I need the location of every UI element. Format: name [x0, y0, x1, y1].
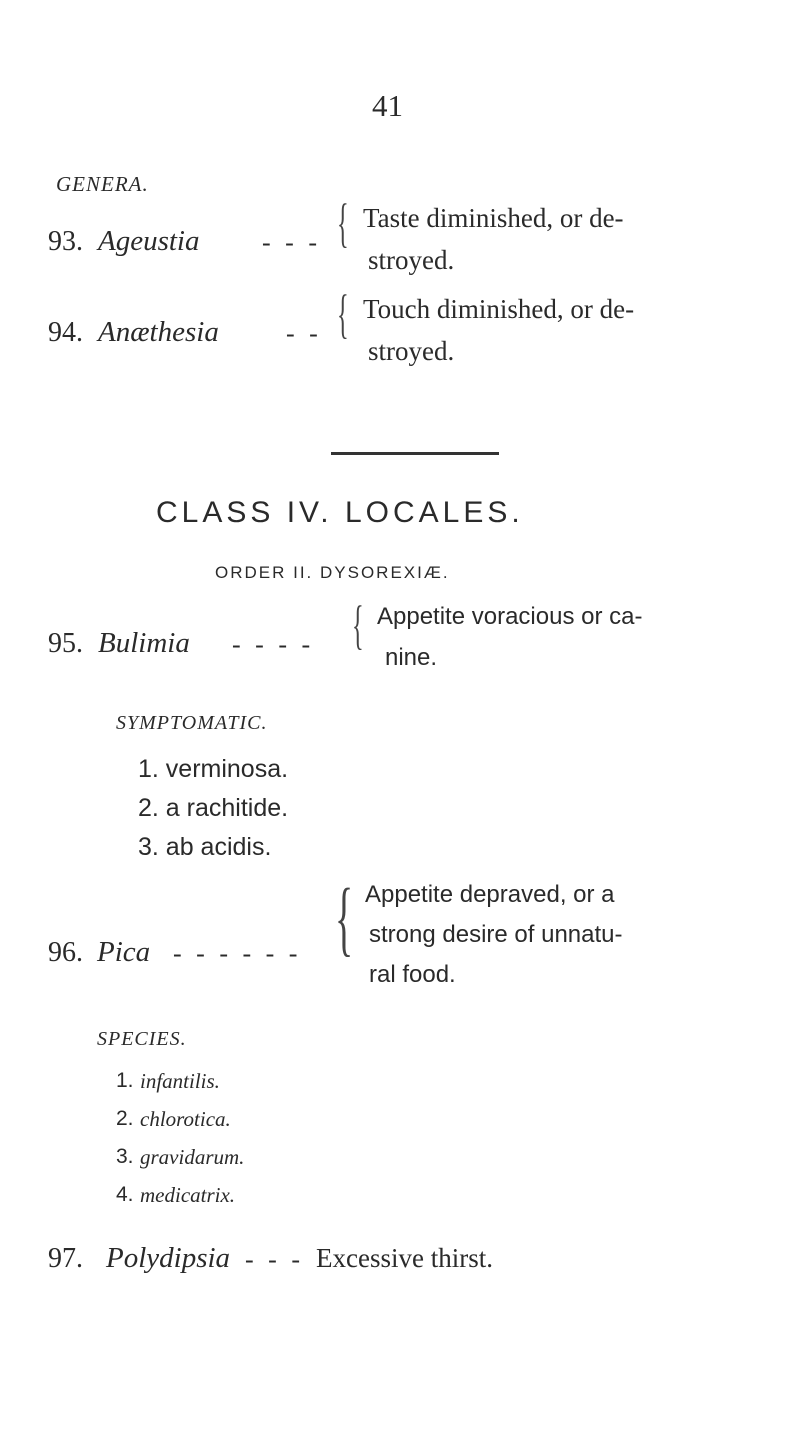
entry-desc-line: stroyed.: [368, 336, 455, 366]
species-heading: SPECIES.: [97, 1028, 187, 1050]
entry-desc: Excessive thirst.: [316, 1243, 493, 1273]
entry-dashes: - -: [286, 319, 322, 348]
entry-number: 97.: [48, 1243, 83, 1274]
section-divider: [331, 452, 499, 455]
class-heading: CLASS IV. LOCALES.: [156, 496, 524, 529]
entry-desc-line: Taste diminished, or de-: [363, 203, 624, 233]
entry-dashes: - - - -: [232, 630, 315, 659]
species-name: medicatrix.: [140, 1183, 236, 1207]
symptomatic-heading: SYMPTOMATIC.: [116, 712, 268, 734]
species-name: chlorotica.: [140, 1107, 231, 1131]
running-head: GENERA.: [56, 172, 149, 196]
entry-desc-line: Appetite voracious or ca-: [377, 603, 643, 630]
entry-name: Pica: [97, 936, 151, 968]
species-name: gravidarum.: [140, 1145, 245, 1169]
brace-icon: {: [352, 595, 364, 655]
entry-number: 94.: [48, 317, 83, 348]
species-number: 4.: [116, 1183, 134, 1206]
entry-desc-line: Touch diminished, or de-: [363, 294, 635, 324]
entry-dashes: - - -: [245, 1245, 304, 1274]
list-item: 1. verminosa.: [138, 755, 289, 783]
page-number: 41: [372, 88, 403, 123]
entry-dashes: - - -: [262, 228, 321, 257]
entry-number: 93.: [48, 226, 83, 257]
species-name: infantilis.: [140, 1069, 220, 1093]
entry-dashes: - - - - - -: [173, 939, 302, 968]
brace-icon: {: [335, 872, 354, 965]
species-number: 3.: [116, 1145, 134, 1168]
species-number: 2.: [116, 1107, 134, 1130]
brace-icon: {: [337, 284, 349, 344]
brace-icon: {: [337, 193, 349, 253]
entry-desc-line: stroyed.: [368, 245, 455, 275]
entry-name: Bulimia: [98, 627, 190, 659]
entry-desc-line: Appetite depraved, or a: [365, 881, 615, 908]
entry-number: 96.: [48, 937, 83, 968]
list-item: 2. a rachitide.: [138, 794, 289, 822]
entry-name: Anæthesia: [98, 316, 219, 348]
entry-desc-line: nine.: [385, 644, 438, 671]
entry-name: Polydipsia: [106, 1242, 231, 1274]
entry-desc-line: ral food.: [369, 961, 456, 988]
entry-number: 95.: [48, 628, 83, 659]
order-heading: ORDER II. DYSOREXIÆ.: [215, 563, 450, 582]
entry-desc-line: strong desire of unnatu-: [369, 921, 623, 948]
species-number: 1.: [116, 1069, 134, 1092]
entry-name: Ageustia: [98, 225, 200, 257]
list-item: 3. ab acidis.: [138, 833, 272, 861]
